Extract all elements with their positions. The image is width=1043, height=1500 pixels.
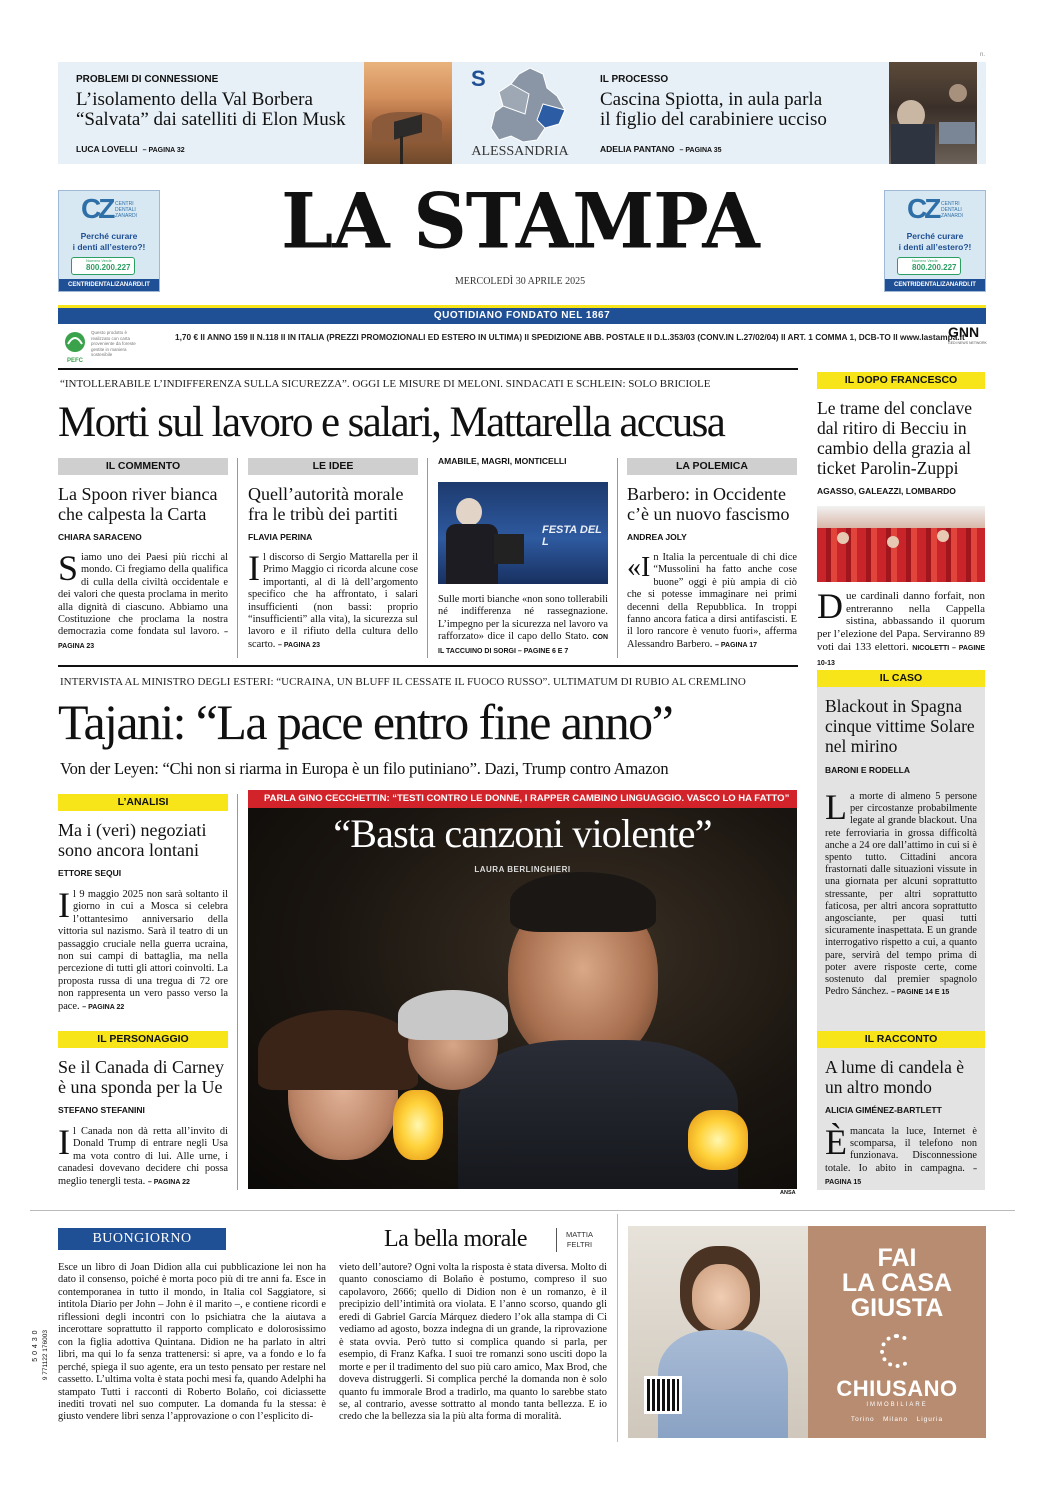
idee-text: Il discorso di Sergio Mattarella per il Primo Maggio ci ricorda alcune cose importanti, al di là dell’argomento specifico che ha affrontato, i salari insufficienti (non bassi: proprio “insufficienti” alla vita), la sicurezza sul lavoro e il rifiuto della cultura dello scarto. – PAGINA 23 bbox=[248, 548, 418, 650]
map-shape bbox=[485, 66, 575, 146]
racconto-label: IL RACCONTO bbox=[817, 1031, 985, 1048]
chiusano-logo-icon bbox=[880, 1334, 914, 1368]
polemica-label: LA POLEMICA bbox=[627, 458, 797, 475]
masthead-date: MERCOLEDÌ 30 APRILE 2025 bbox=[454, 276, 586, 287]
racconto-text: Èmancata la luce, Internet è scomparsa, il telefono non funzionava. Disconnessione totale. Io abito in campagna. – PAGINA 15 bbox=[825, 1122, 977, 1186]
chiusano-ad[interactable] bbox=[628, 1226, 986, 1438]
lead-top-rule bbox=[58, 368, 798, 370]
caso-authors: BARONI E RODELLA bbox=[825, 765, 910, 775]
dental-phone: 800.200.227 bbox=[86, 263, 131, 272]
pefc-logo: PEFC bbox=[60, 330, 90, 360]
mattarella-photo: FESTA DEL L bbox=[438, 482, 608, 584]
masthead-title[interactable]: LA STAMPA bbox=[281, 178, 759, 266]
title-divider bbox=[556, 1228, 557, 1252]
buongiorno-label: BUONGIORNO bbox=[58, 1228, 226, 1250]
mattarella-text: Sulle morti bianche «non sono tollerabili né indifferenza né rassegnazione. L’impegno per la sicurezza nel lavoro va rafforzato» dice il capo dello Stato. CON IL TACCUINO DI SORGI – PAGINE 6 E 7 bbox=[438, 594, 608, 655]
cecchettin-photo-story[interactable] bbox=[248, 790, 797, 1189]
ad-sub: IMMOBILIARE bbox=[866, 1402, 928, 1408]
personaggio-title: Se il Canada di Carney è una sponda per la Ue bbox=[58, 1057, 224, 1097]
val-borbera-photo bbox=[364, 62, 452, 164]
buongiorno-col1: Esce un libro di Joan Didion alla cui pubblicazione lei non ha dato il consenso, poiché è morta poco più di tre anni fa. Esce in contemporanea in tutto il mondo, in Italia col Saggiatore, si intitola Diario per John – John è il marito –, e contiene ricordi e riflessioni degli incontri con lo psichiatra che la aiutava a incerottare soprattutto il rapporto complicato e dolorosissimo con la figlia adottiva Quintana. Didion ne ha parlato in altri libri, ma qui lo fa senza trattenersi: si apre, va a fondo e lo fa perché, spiega il suo agente, era un testo pensato per restare nel cassetto. L’ultima volta è stata pochi mesi fa, quando Adelphi ha stampato Tutti i racconti di Roberto Bolaño, coi diciassette inediti trovati nel suo computer. La domanda fu la stessa: è giusto vendere libri senza l’approvazione o con l’esplicito di- bbox=[58, 1262, 326, 1423]
courtroom-photo bbox=[889, 62, 977, 164]
dental-logo: CZ bbox=[81, 193, 113, 224]
ad-brand: CHIUSANO bbox=[836, 1376, 958, 1401]
blackout-story[interactable] bbox=[817, 670, 985, 999]
gnn-sub: GEDI NEWS NETWORK bbox=[948, 341, 987, 345]
polemica-column[interactable] bbox=[627, 458, 797, 652]
personaggio-text: Il Canada non dà retta all’invito di Donald Trump di entrare negli Usa ma vota contro di lui. Alle urne, i canadesi dovevano decidere chi possa meglio tenergli testa. – PAGINA 22 bbox=[58, 1122, 228, 1187]
analisi-title: Ma i (veri) negoziati sono ancora lontani bbox=[58, 820, 207, 860]
personaggio-author: STEFANO STEFANINI bbox=[58, 1105, 145, 1115]
buongiorno-col2: vieto dell’autore? Ogni volta la risposta è stata diversa. Molto di quanto conosciamo di Bolaño è postumo, compreso il suo capolavoro, 2666; quello di Didion non è un romanzo, è il precipizio dell’intimità ora violata. E l’anno scorso, quando gli eredi di Gabriel García Márquez diedero l’ok alla stampa di Ci vediamo ad agosto, bozza indegna di un grande, la riprovazione è stata ovvia. Però tutto si complica quando si parla, per esempio, di Franz Kafka. I suoi tre romanzi sono usciti dopo la morte e per il tradimento del suo più caro amico, Max Brod, che doveva distruggerli. Si complica perché la domanda non è solo quanto fu immorale Brod a tradirlo, ma quanto lo sarebbe stato se, al contrario, avesse sottratto al mondo tanta bellezza. E io credo che la bellezza sia la più alta forma di moralità. bbox=[339, 1262, 607, 1423]
section-badge: S bbox=[471, 66, 486, 91]
candle-left bbox=[393, 1090, 443, 1160]
dental-ad-left[interactable] bbox=[58, 190, 160, 292]
top-left-page: – PAGINA 32 bbox=[142, 147, 185, 154]
polemica-author: ANDREA JOLY bbox=[627, 532, 687, 542]
dental-brand-1: CENTRI bbox=[115, 201, 134, 207]
corner-mark: n. bbox=[980, 52, 986, 58]
top-left-title-2: “Salvata” dai satelliti di Elon Musk bbox=[76, 109, 346, 130]
hair-shape bbox=[510, 872, 656, 932]
tajani-kicker: INTERVISTA AL MINISTRO DEGLI ESTERI: “UCRAINA, UN BLUFF IL CESSATE IL FUOCO RUSSO”. ULTIMATUM DI RUBIO AL CREMLINO bbox=[60, 676, 746, 688]
analisi-author: ETTORE SEQUI bbox=[58, 868, 122, 878]
lead-kicker: “INTOLLERABILE L’INDIFFERENZA SULLA SICUREZZA”. OGGI LE MISURE DI MELONI. SINDACATI E SCHLEIN: SOLO BRICIOLE bbox=[60, 378, 711, 390]
personaggio-story[interactable] bbox=[58, 1031, 228, 1189]
cardinals-photo bbox=[817, 506, 985, 582]
dental-phone-label: Numero Verde bbox=[86, 258, 112, 263]
pefc-text: Questo prodotto è realizzato con carta proveniente da foreste gestite in maniera sostenibile bbox=[91, 330, 136, 357]
conclave-text: Due cardinali danno forfait, non entreranno nella Cappella sistina, abbassando il quorum per l’elezione del Papa. Serviranno 89 voti dai 133 elettori. NICOLETTI – PAGINE 10-13 bbox=[817, 586, 986, 667]
commento-label: IL COMMENTO bbox=[58, 458, 228, 475]
founded-band: QUOTIDIANO FONDATO NEL 1867 bbox=[58, 308, 986, 324]
racconto-title: A lume di candela è un altro mondo bbox=[825, 1057, 964, 1097]
conclave-title: Le trame del conclave dal ritiro di Becciu in cambio della grazia al ticket Parolin-Zuppi bbox=[817, 398, 972, 478]
caso-text: La morte di almeno 5 persone per circostanze probabilmente legate al grande blackout. Una rete ferroviaria in grossa difficoltà anche a 24 ore dall’attimo in cui si è spento tutto. Cittadini ancora frastornati dalle situazioni vissute in una giornata per alcuni soprattutto stressante, per altri soprattutto faticosa, per altri ancora soprattutto angosciante, per quasi tutti sicuramente inaspettata. E un grande interrogativo rispetto a cui, a quanto pare, servirà del tempo prima di poter avere risposte certe, come sostenuto dal premier spagnolo Pedro Sánchez. – PAGINE 14 E 15 bbox=[825, 787, 977, 998]
photo-author: LAURA BERLINGHIERI bbox=[474, 865, 571, 874]
ad-cities: Torino Milano Liguria bbox=[850, 1416, 944, 1423]
dental-line-1-right: Perché curare bbox=[906, 231, 964, 241]
polemica-title: Barbero: in Occidente c’è un nuovo fascismo bbox=[627, 484, 790, 524]
dental-brand-2: DENTALI bbox=[115, 207, 136, 213]
mattarella-column[interactable] bbox=[438, 456, 608, 658]
col-divider bbox=[237, 458, 238, 658]
polemica-text: «In Italia la percentuale di chi dice “Mussolini ha fatto anche cose buone” oggi è più ampia di ciò che si potesse immaginare nei primi decenni della Repubblica. In troppi fanno ancora fatica a dirsi antifascisti. E il loro rancore è venuto fuori», afferma Alessandro Barbero. – PAGINA 17 bbox=[627, 552, 797, 650]
commento-column[interactable] bbox=[58, 458, 228, 653]
col-divider bbox=[427, 458, 428, 658]
commento-title: La Spoon river bianca che calpesta la Carta bbox=[58, 484, 218, 524]
dental-site-right: CENTRIDENTALIZANARDI.IT bbox=[885, 279, 985, 291]
racconto-author: ALICIA GIMÉNEZ-BARTLETT bbox=[825, 1105, 942, 1115]
dental-phone-right: 800.200.227 bbox=[912, 263, 957, 272]
conclave-authors: AGASSO, GALEAZZI, LOMBARDO bbox=[817, 486, 956, 496]
dental-ad-right[interactable] bbox=[884, 190, 986, 292]
racconto-story[interactable] bbox=[817, 1031, 985, 1189]
dental-line-1: Perché curare bbox=[80, 231, 138, 241]
dental-line-2: i denti all’estero?! bbox=[72, 242, 146, 252]
ad-line-3: GIUSTA bbox=[850, 1294, 944, 1322]
caso-title: Blackout in Spagna cinque vittime Solare nel mirino bbox=[825, 696, 975, 756]
bottom-divider bbox=[30, 1210, 1015, 1211]
dental-brand-1-right: CENTRI bbox=[941, 201, 960, 207]
conclave-label: IL DOPO FRANCESCO bbox=[817, 372, 985, 389]
ad-face bbox=[692, 1264, 750, 1330]
idee-title: Quell’autorità morale fra le tribù dei partiti bbox=[248, 484, 404, 524]
mattarella-authors: AMABILE, MAGRI, MONTICELLI bbox=[438, 456, 567, 466]
caso-label: IL CASO bbox=[817, 670, 985, 687]
dental-brand-2-right: DENTALI bbox=[941, 207, 962, 213]
idee-author: FLAVIA PERINA bbox=[248, 532, 313, 542]
lead-headline[interactable]: Morti sul lavoro e salari, Mattarella accusa bbox=[58, 399, 725, 446]
hair-shape-3 bbox=[398, 990, 508, 1040]
analisi-story[interactable] bbox=[58, 794, 228, 1014]
top-left-title-1: L’isolamento della Val Borbera bbox=[76, 89, 313, 110]
dental-logo-right: CZ bbox=[907, 193, 939, 224]
col-divider bbox=[617, 1214, 618, 1442]
info-line: 1,70 € II ANNO 159 II N.118 II IN ITALIA (PREZZI PROMOZIONALI ED ESTERO IN ULTIMA) II SPEDIZIONE ABB. POSTALE II D.L.353/03 (CONV.IN L.27/02/04) II ART. 1 COMMA 1, DCB-TO II www.lastampa.it bbox=[175, 332, 965, 342]
conclave-story[interactable] bbox=[817, 372, 985, 670]
top-promo-left[interactable] bbox=[76, 74, 366, 156]
top-right-author: ADELIA PANTANO bbox=[600, 144, 675, 154]
analisi-label: L’ANALISI bbox=[58, 794, 228, 811]
ad-line-1: FAI bbox=[877, 1244, 917, 1272]
top-right-kicker: IL PROCESSO bbox=[600, 74, 669, 85]
top-right-page: – PAGINA 35 bbox=[679, 147, 722, 154]
photo-credit: ANSA bbox=[780, 1190, 796, 1196]
hair-shape-2 bbox=[258, 1010, 418, 1090]
buongiorno-author: MATTIA FELTRI bbox=[566, 1230, 593, 1249]
personaggio-label: IL PERSONAGGIO bbox=[58, 1031, 228, 1048]
commento-text: Siamo uno dei Paesi più ricchi al mondo. Ci fregiamo della qualifica di culla della civiltà occidentale e dei valori che questa proclama in merito alla dignità di ciascuno. Abbiamo una Costituzione che proclama la nostra democrazia come fondata sul lavoro. – PAGINA 23 bbox=[58, 548, 228, 650]
analisi-text: Il 9 maggio 2025 non sarà soltanto il giorno in cui a Mosca si celebra l’ottantesimo anniversario della vittoria sul nazismo. Sarà il teatro di un passaggio cruciale nella guerra ucraina, non sui campi di battaglia, ma nella percezione di tutti gli attori coinvolti. La proposta russa di una tregua di 72 ore non rappresenta un vero passo verso la pace. – PAGINA 22 bbox=[58, 885, 228, 1012]
barcode-side: 5 0 4 3 0 bbox=[32, 1330, 39, 1362]
col-divider bbox=[237, 794, 238, 1190]
top-left-author: LUCA LOVELLI bbox=[76, 144, 138, 154]
top-promo-right[interactable] bbox=[600, 74, 890, 156]
commento-author: CHIARA SARACENO bbox=[58, 532, 142, 542]
dental-line-2-right: i denti all’estero?! bbox=[898, 242, 972, 252]
candle-right bbox=[688, 1110, 748, 1170]
buongiorno-title[interactable]: La bella morale bbox=[384, 1226, 528, 1252]
idee-label: LE IDEE bbox=[248, 458, 418, 475]
ad-line-2: LA CASA bbox=[841, 1269, 953, 1297]
qr-code bbox=[644, 1376, 682, 1414]
city-label: ALESSANDRIA bbox=[471, 144, 569, 159]
top-left-kicker: PROBLEMI DI CONNESSIONE bbox=[76, 74, 219, 85]
tajani-deck: Von der Leyen: “Chi non si riarma in Europa è un filo putiniano”. Dazi, Trump contro Amazon bbox=[60, 759, 669, 778]
dental-phone-label-right: Numero Verde bbox=[912, 258, 938, 263]
barcode-number: 9 771122 176003 bbox=[42, 1330, 49, 1381]
top-right-title-2: il figlio del carabiniere ucciso bbox=[600, 109, 827, 130]
col-divider bbox=[617, 458, 618, 658]
photo-banner: PARLA GINO CECCHETTIN: “TESTI CONTRO LE DONNE, I RAPPER CAMBINO LINGUAGGIO. VASCO LO HA FATTO” bbox=[248, 790, 797, 808]
photo-headline: “Basta canzoni violente” bbox=[333, 811, 712, 856]
dental-brand-3: ZANARDI bbox=[115, 213, 137, 219]
dental-site: CENTRIDENTALIZANARDI.IT bbox=[59, 279, 159, 291]
tajani-headline[interactable]: Tajani: “La pace entro fine anno” bbox=[58, 694, 673, 750]
piemonte-map bbox=[455, 62, 585, 164]
top-right-title-1: Cascina Spiotta, in aula parla bbox=[600, 89, 823, 110]
idee-column[interactable] bbox=[248, 458, 418, 652]
dental-brand-3-right: ZANARDI bbox=[941, 213, 963, 219]
tajani-top-rule bbox=[58, 665, 798, 667]
gnn-logo: GNN bbox=[948, 324, 980, 340]
